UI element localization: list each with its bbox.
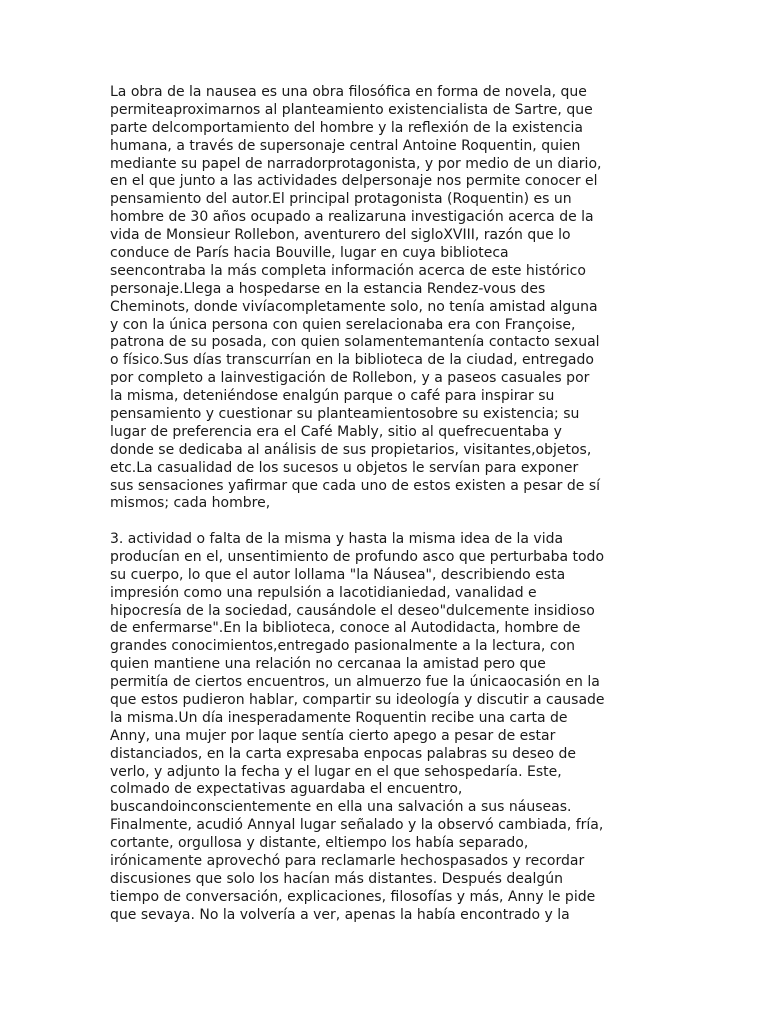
text-line: grandes conocimientos,entregado pasionalmente a la lectura, con — [110, 638, 575, 655]
text-line: Anny, una mujer por laque sentía cierto apego a pesar de estar — [110, 727, 556, 744]
text-line: buscandoinconscientemente en ella una salvación a sus náuseas. — [110, 799, 572, 816]
text-line: donde se dedicaba al análisis de sus propietarios, visitantes,objetos, — [110, 441, 592, 458]
text-line: permiteaproximarnos al planteamiento existencialista de Sartre, que — [110, 101, 593, 118]
text-line: mismos; cada hombre, — [110, 495, 271, 512]
text-line: 3. actividad o falta de la misma y hasta la misma idea de la vida — [110, 531, 564, 547]
text-line: patrona de su posada, con quien solamentemantenía contacto sexual — [110, 334, 600, 351]
text-line: humana, a través de supersonaje central Antoine Roquentin, quien — [110, 137, 581, 154]
text-line: seencontraba la más completa información acerca de este histórico — [110, 262, 586, 279]
text-line: que estos pudieron hablar, compartir su ideología y discutir a causade — [110, 692, 605, 709]
text-line: La obra de la nausea es una obra filosófica en forma de novela, que — [110, 84, 587, 100]
text-line: o físico.Sus días transcurrían en la biblioteca de la ciudad, entregado — [110, 352, 594, 369]
text-line: cortante, orgullosa y distante, eltiempo los había separado, — [110, 835, 529, 852]
text-line: la misma.Un día inesperadamente Roquentin recibe una carta de — [110, 709, 568, 726]
text-line: pensamiento y cuestionar su planteamientosobre su existencia; su — [110, 406, 580, 423]
text-line: y con la única persona con quien serelacionaba era con Françoise, — [110, 316, 576, 333]
text-line: de enfermarse".En la biblioteca, conoce al Autodidacta, hombre de — [110, 620, 581, 637]
text-line: quien mantiene una relación no cercanaa la amistad pero que — [110, 656, 546, 673]
text-line: etc.La casualidad de los sucesos u objetos le servían para exponer — [110, 459, 579, 476]
text-line: permitía de ciertos encuentros, un almuerzo fue la únicaocasión en la — [110, 674, 600, 691]
text-line: pensamiento del autor.El principal protagonista (Roquentin) es un — [110, 191, 572, 208]
text-line: sus sensaciones yafirmar que cada uno de estos existen a pesar de sí — [110, 477, 600, 494]
text-line: colmado de expectativas aguardaba el encuentro, — [110, 781, 463, 798]
text-line: distanciados, en la carta expresaba enpocas palabras su deseo de — [110, 745, 577, 762]
text-line: tiempo de conversación, explicaciones, filosofías y más, Anny le pide — [110, 888, 596, 905]
text-line: Finalmente, acudió Annyal lugar señalado y la observó cambiada, fría, — [110, 817, 604, 834]
text-line: hipocresía de la sociedad, causándole el deseo"dulcemente insidioso — [110, 602, 595, 619]
text-line: en el que junto a las actividades delpersonaje nos permite conocer el — [110, 173, 598, 190]
text-line: impresión como una repulsión a lacotidianiedad, vanalidad e — [110, 584, 537, 601]
paragraph-2 — [110, 531, 670, 925]
paragraph-1 — [110, 84, 670, 513]
text-line: hombre de 30 años ocupado a realizaruna investigación acerca de la — [110, 209, 594, 226]
text-line: parte delcomportamiento del hombre y la reflexión de la existencia — [110, 119, 583, 136]
text-line: Cheminots, donde vivíacompletamente solo, no tenía amistad alguna — [110, 298, 598, 315]
text-line: que sevaya. No la volvería a ver, apenas la había encontrado y la — [110, 906, 570, 923]
text-line: por completo a lainvestigación de Rollebon, y a paseos casuales por — [110, 370, 590, 387]
text-line: conduce de París hacia Bouville, lugar en cuya biblioteca — [110, 245, 509, 262]
text-line: irónicamente aprovechó para reclamarle hechospasados y recordar — [110, 853, 585, 870]
text-line: mediante su papel de narradorprotagonista, y por medio de un diario, — [110, 155, 602, 172]
text-line: verlo, y adjunto la fecha y el lugar en el que sehospedaría. Este, — [110, 763, 562, 780]
text-line: discusiones que solo los hacían más distantes. Después dealgún — [110, 870, 564, 887]
text-line: personaje.Llega a hospedarse en la estancia Rendez-vous des — [110, 280, 546, 297]
text-line: su cuerpo, lo que el autor lollama "la Náusea", describiendo esta — [110, 566, 566, 583]
text-line: la misma, deteniéndose enalgún parque o café para inspirar su — [110, 388, 555, 405]
text-line: lugar de preferencia era el Café Mably, sitio al quefrecuentaba y — [110, 423, 562, 440]
text-line: producían en el, unsentimiento de profundo asco que perturbaba todo — [110, 548, 605, 565]
text-line: vida de Monsieur Rollebon, aventurero del sigloXVIII, razón que lo — [110, 227, 571, 244]
